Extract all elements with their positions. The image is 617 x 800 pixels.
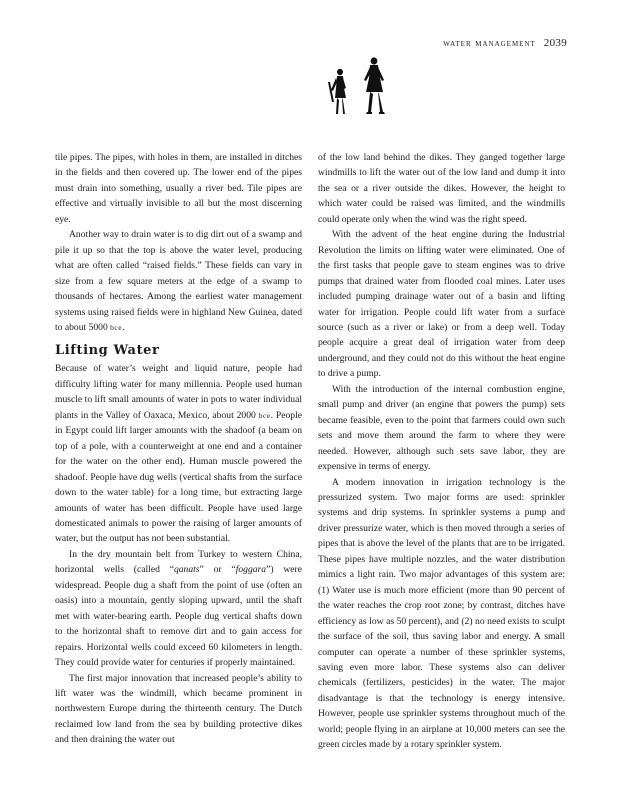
paragraph: Because of water’s weight and liquid nature, people had difficulty lifting water for many millennia. People used human muscle to lift small amounts of water in pots to water individual plants in the Valley of Oaxaca, Mexico, about 2000 bce. People in Egypt could lift larger amounts with the shadoof (a beam on top of a pole, with a counterweight at one end and a container for the water on the other end). Human muscle powered the shadoof. People have dug wells (vertical shafts from the surface down to the water table) for a long time, but extracting large amounts of water has been difficult. People have used large domesticated animals to power the raising of larger amounts of water, but the output has not been substantial.: [55, 363, 302, 545]
paragraph: In the dry mountain belt from Turkey to western China, horizontal wells (called “qanats” or “foggara”) were widespread. People dug a shaft from the point of use (often an oasis) into a mountain, gently sloping upward, until the shaft met with water-bearing earth. People dug vertical shafts down to the horizontal shaft to remove dirt and to gain access for repairs. Horizontal wells could exceed 60 kilometers in length. They could provide water for centuries if properly maintained.: [55, 548, 302, 669]
term-italic: foggara: [235, 564, 267, 576]
paragraph: The first major innovation that increased people’s ability to lift water was the windmill, which became prominent in northwestern Europe during the thirteenth century. The Dutch reclaimed low land from the sea by building protective dikes and then draining the water out: [55, 672, 302, 746]
section-heading: Lifting Water: [55, 343, 160, 359]
paragraph: A modern innovation in irrigation technology is the pressurized system. Two major forms are used: sprinkler systems and drip systems. In sprinkler systems a pump and driver pressurize water, which is then moved through a series of pipes that is above the level of the plants that are to be irrigated. These pipes have multiple nozzles, and the water distribution mimics a light rain. Two major advantages of this system are: (1) Water use is much more efficient (more than 90 percent of the water reaches the crop root zone; by contrast, ditches have efficiency as low as 50 percent), and (2) no need exists to sculpt the surface of the soil, thus saving labor and energy. A small computer can operate a number of these sprinkler systems, saving even more labor. These systems also can deliver chemicals (fertilizers, pesticides) in the water. The major disadvantage is that the technology is energy intensive. However, people use sprinkler systems throughout much of the world; people flying in an airplane at 10,000 meters can see the green circles made by a rotary sprinkler system.: [318, 476, 565, 751]
left-column: [55, 150, 302, 748]
paragraph: of the low land behind the dikes. They ganged together large windmills to lift the water out of the low land and dump it into the sea or a river outside the dikes. However, the height to which water could be raised was limited, and the windmills could operate only when the wind was the right speed.: [318, 152, 565, 225]
page-number: 2039: [543, 37, 567, 49]
right-column: [318, 150, 565, 753]
paragraph: With the advent of the heat engine during the Industrial Revolution the limits on lifting water were eliminated. One of the first tasks that people gave to steam engines was to drive pumps that drained water from flooded coal mines. Later uses included pumping drainage water out of a basin and lifting water for irrigation. People could lift water from a surface source (such as a river or lake) or from a deep well. Today people acquire a great deal of irrigation water from deep underground, and they could not do this without the heat engine to drive a pump.: [318, 229, 565, 380]
era-label: bce: [258, 410, 271, 420]
paragraph: tile pipes. The pipes, with holes in them, are installed in ditches in the fields and then covered up. The lower end of the pipes must drain into something, usually a river bed. Tile pipes are effective and virtually invisible to all but the most discerning eye.: [55, 152, 302, 225]
paragraph: Another way to drain water is to dig dirt out of a swamp and pile it up so that the top is above the water level, producing what are often called “raised fields.” These fields can vary in size from a few square meters at the edge of a swamp to thousands of hectares. Among the earliest water management systems using raised fields were in highland New Guinea, dated to about 5000 bce.: [55, 229, 302, 333]
running-title: water management: [443, 38, 536, 49]
paragraph: With the introduction of the internal combustion engine, small pump and driver (an engine that powers the pump) sets became feasible, even to the point that farmers could own such sets and move them around the farm to where they were needed. However, although such sets save labor, they are expensive in terms of energy.: [318, 383, 565, 473]
two-figures-silhouette-icon: [322, 54, 392, 122]
era-label: bce: [110, 322, 123, 332]
running-head: [443, 37, 567, 49]
term-italic: qanats: [173, 564, 200, 576]
